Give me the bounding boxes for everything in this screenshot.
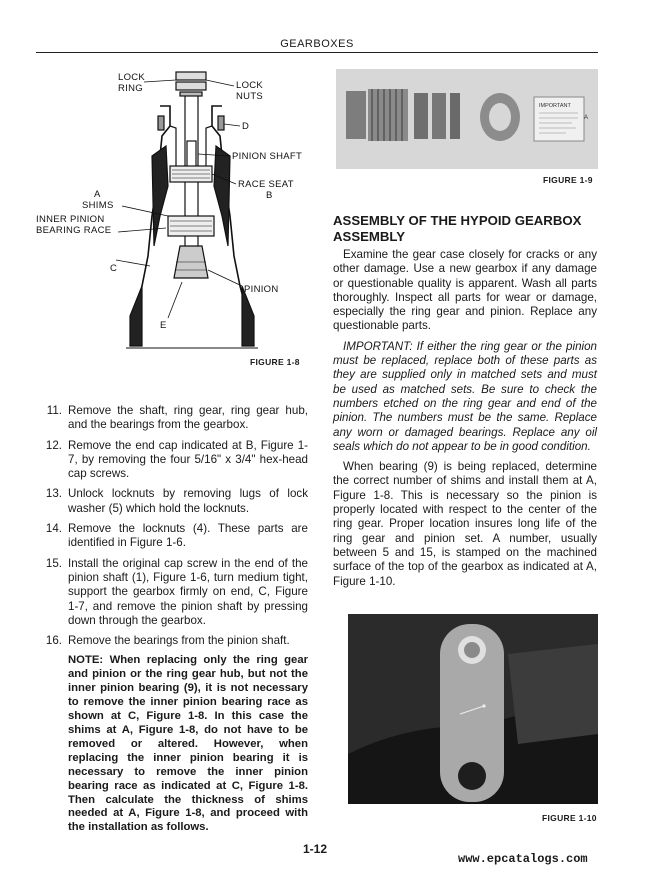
step-15	[40, 557, 308, 628]
tag-title: IMPORTANT	[539, 103, 571, 109]
step-11	[40, 404, 308, 433]
removal-steps	[40, 404, 308, 835]
step-text: Unlock locknuts by removing lugs of lock washer (5) which hold the locknuts.	[68, 487, 308, 515]
label-a: A	[94, 189, 101, 200]
step-number: 13.	[45, 487, 62, 501]
section-title: ASSEMBLY OF THE HYPOID GEARBOX ASSEMBLY	[333, 213, 582, 244]
paragraph-bearing: When bearing (9) is being replaced, determine the correct number of shims and install them at A, Figure 1-8. This is necessary so the pinion is properly located with respect to the center of the ring gear. Proper location insures long life of the ring gear and pinion set. A number, usually between 5 and 15, is stamped on the machined surface of the top of the gearbox as indicated at A, Figure 1-10.	[333, 460, 597, 588]
step-number: 16.	[45, 634, 62, 648]
figure-1-8-caption: FIGURE 1-8	[250, 357, 300, 367]
page-header: GEARBOXES	[280, 38, 354, 50]
step-text: Remove the shaft, ring gear, ring gear hub, and the bearings from the gearbox.	[68, 404, 308, 432]
label-shims: SHIMS	[82, 200, 114, 211]
label-race-seat: RACE SEAT	[238, 179, 294, 190]
label-d: D	[242, 121, 250, 132]
note-block	[68, 654, 308, 835]
step-12	[40, 439, 308, 482]
step-13	[40, 487, 308, 516]
figure-1-8-diagram	[30, 66, 320, 356]
step-number: 11.	[46, 404, 62, 417]
paragraph-important: IMPORTANT: If either the ring gear or the pinion must be replaced, replace both of these parts as they are supplied only in matched sets and must be used as matched sets. Be sure to check the numbers etched on the ring gear and end of the pinion. The numbers must be the same. Replace any worn or damaged bearings. Replace any oil seals which do not appear to be in good condition.	[333, 339, 597, 453]
header-rule	[36, 52, 598, 53]
note-label: NOTE:	[68, 654, 104, 667]
label-lock-2: LOCK	[236, 80, 264, 91]
tag-letter: A	[584, 115, 589, 121]
step-14	[40, 522, 308, 551]
label-e: E	[160, 320, 167, 331]
label-inner-pinion: INNER PINION	[36, 214, 105, 225]
label-pinion-shaft: PINION SHAFT	[232, 151, 303, 162]
label-pinion: PINION	[244, 284, 279, 295]
step-text: Remove the locknuts (4). These parts are identified in Figure 1-6.	[68, 522, 308, 550]
figure-1-9-photo	[336, 69, 598, 169]
note-text: When replacing only the ring gear and pinion or the ring gear hub, but not the inner pinion bearing (9), it is not necessary to remove the inner pinion bearing race as shown at C, Figure 1-8. In this case the shims at A, Figure 1-8, do not have to be removed or altered. However, when replacing the inner pinion bearing it is necessary to remove the inner pinion bearing race as indicated at C, Figure 1-8. Then calculate the thickness of shims needed at A, Figure 1-8, and proceed with the installation as follows.	[68, 654, 309, 834]
step-number: 15.	[45, 556, 62, 570]
step-text: Remove the end cap indicated at B, Figure 1-7, by removing the four 5/16" x 3/4" hex-head cap screws.	[68, 438, 308, 481]
page-number: 1-12	[303, 842, 328, 856]
step-text: Remove the bearings from the pinion shaft.	[68, 634, 290, 648]
label-nuts: NUTS	[236, 91, 264, 102]
label-lock: LOCK	[118, 72, 146, 83]
step-number: 14.	[45, 522, 62, 536]
step-16	[40, 634, 308, 648]
step-text: Install the original cap screw in the end of the pinion shaft (1), Figure 1-6, turn medium tight, support the gearbox firmly on end, C, Figure 1-7, and remove the pinion shaft by pressing down through the gearbox.	[68, 556, 308, 627]
figure-1-10-photo	[348, 614, 598, 804]
label-b: B	[266, 190, 273, 201]
step-number: 12.	[45, 438, 62, 452]
figure-1-9-caption: FIGURE 1-9	[543, 175, 593, 185]
watermark-url: www.epcatalogs.com	[458, 852, 588, 866]
label-bearing-race: BEARING RACE	[36, 225, 112, 236]
section-body	[333, 248, 597, 595]
label-ring: RING	[118, 83, 143, 94]
paragraph-examine: Examine the gear case closely for cracks or any other damage. Use a new gearbox if any damage or questionable quality is apparent. Wash all parts thoroughly. Inspect all parts for wear or damage, especially the ring gear and pinion. Replace any questionable parts.	[333, 248, 597, 333]
figure-1-10-caption: FIGURE 1-10	[542, 813, 597, 823]
label-c: C	[110, 263, 118, 274]
